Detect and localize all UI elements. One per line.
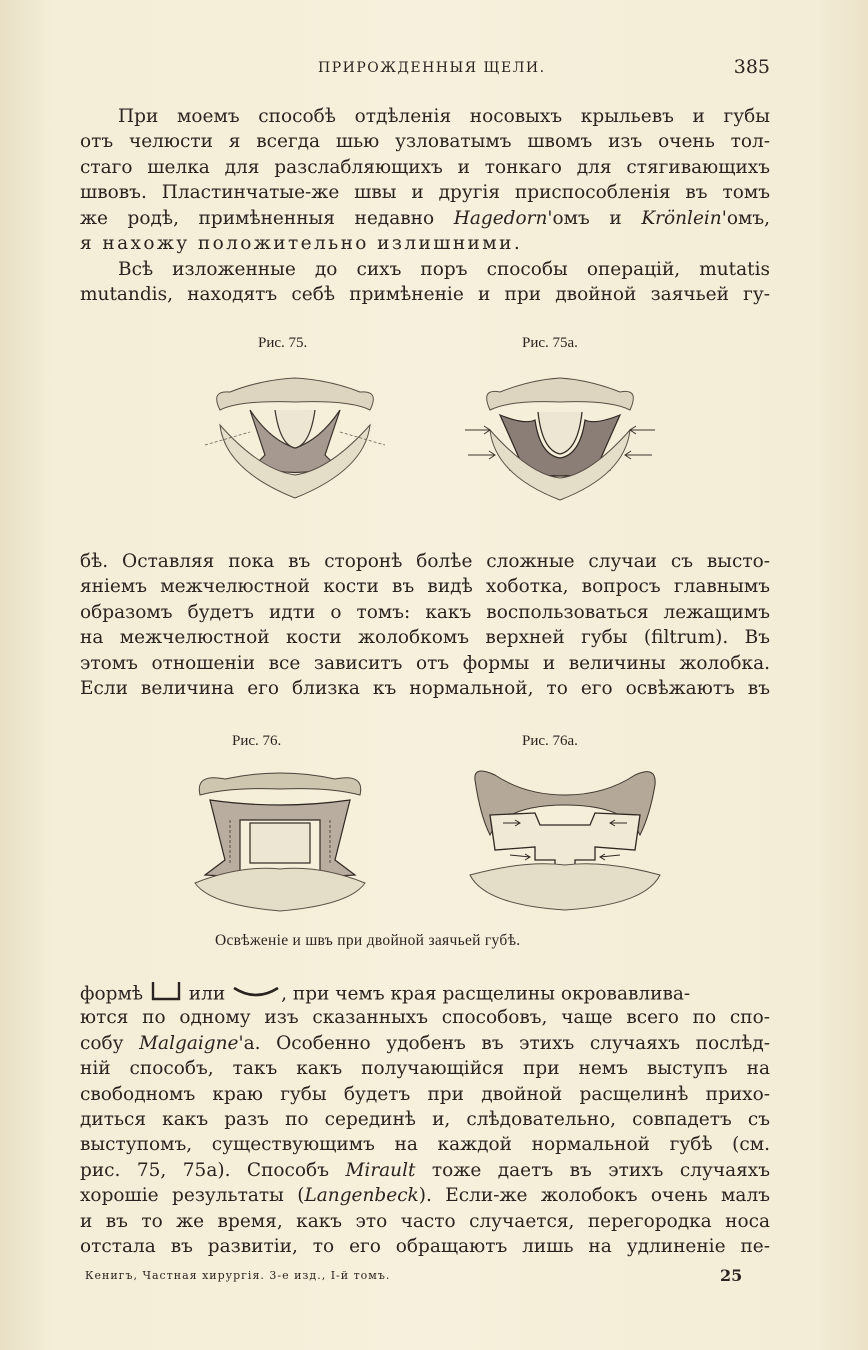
text-run: хорошіе результаты ( xyxy=(80,1185,305,1207)
text-run: же родѣ, примѣненныя недавно xyxy=(80,207,454,229)
text-line: стаго шелка для разслабляющихъ и тонкаго для стягивающихъ xyxy=(80,156,770,178)
author-name: Langenbeck xyxy=(304,1185,419,1207)
author-name: Malgaigne xyxy=(139,1032,239,1054)
text-line: Если величина его близка къ нормальной, то его освѣжаютъ въ xyxy=(80,677,770,699)
figure-75-illustration xyxy=(200,370,390,510)
figure-76a-illustration xyxy=(465,765,665,915)
text-line: образомъ будетъ идти о томъ: какъ воспользоваться лежащимъ xyxy=(80,601,770,623)
figure-76a-caption: Рис. 76а. xyxy=(522,733,578,749)
page-number: 385 xyxy=(733,56,770,78)
text-line: отъ челюсти я всегда шью узловатымъ швомъ изъ очень тол- xyxy=(80,131,770,153)
text-line: швовъ. Пластинчатые-же швы и другія приспособленія въ томъ xyxy=(80,182,770,204)
text-run: собу xyxy=(80,1032,140,1054)
text-run: рис. 75, 75а). Способъ xyxy=(80,1159,346,1181)
text-line: свободномъ краю губы будетъ при двойной расщелинѣ прихо- xyxy=(80,1083,770,1105)
text-line: яніемъ межчелюстной кости въ видѣ хоботка, вопросъ главнымъ xyxy=(80,576,770,598)
text-run: 'омъ, xyxy=(721,207,770,229)
text-line xyxy=(80,1158,770,1183)
text-run: ). Если-же жолобокъ очень малъ xyxy=(418,1185,770,1207)
running-title: ПРИРОЖДЕННЫЯ ЩЕЛИ. xyxy=(318,60,546,76)
text-line: на межчелюстной кости жолобкомъ верхней губы (filtrum). Въ xyxy=(80,627,770,649)
signature-mark: 25 xyxy=(720,1266,743,1285)
text-run: , при чемъ края расщелины окровавлива- xyxy=(281,983,691,1005)
paragraph-1 xyxy=(80,104,770,256)
text-line: и въ то же время, какъ это часто случается, перегородка носа xyxy=(80,1210,770,1232)
figure-75a-illustration xyxy=(460,370,660,510)
paragraph-3 xyxy=(80,549,770,701)
text-line: отстала въ развитіи, то его обращаютъ лишь на удлиненіе пе- xyxy=(80,1235,770,1257)
text-line: mutandis, находятъ себѣ примѣненіе и при двойной заячьей гу- xyxy=(80,284,770,306)
text-run: формѣ xyxy=(80,983,144,1005)
text-line xyxy=(80,1031,770,1056)
figure-75a-caption: Рис. 75а. xyxy=(522,335,578,351)
text-line: ній способъ, такъ какъ получающійся при немъ выступъ на xyxy=(80,1058,770,1080)
figure-76-caption: Рис. 76. xyxy=(232,733,282,749)
text-line: выступомъ, существующимъ на каждой нормальной губѣ (см. xyxy=(80,1134,770,1156)
text-line: диться какъ разъ по серединѣ и, слѣдовательно, совпадетъ съ xyxy=(80,1108,770,1130)
text-line: Всѣ изложенные до сихъ поръ способы операцій, mutatis xyxy=(118,259,770,280)
text-run: или xyxy=(188,983,226,1005)
paragraph-2 xyxy=(80,257,770,308)
text-line: При моемъ способѣ отдѣленія носовыхъ крыльевъ и губы xyxy=(118,106,770,127)
text-line xyxy=(80,1183,770,1208)
author-name: Mirault xyxy=(345,1159,416,1181)
text-line: ются по одному изъ сказанныхъ способовъ, чаще всего по спо- xyxy=(80,1007,770,1029)
figure-76-illustration xyxy=(180,765,380,915)
text-line xyxy=(80,980,770,1005)
source-citation: Кенигъ, Частная хирургія. 3-е изд., I-й томъ. xyxy=(85,1269,391,1282)
figure-75-caption: Рис. 75. xyxy=(258,335,308,351)
author-name: Krönlein xyxy=(641,207,722,229)
curve-shape-icon xyxy=(231,982,281,1007)
text-line: я нахожу положительно излишними. xyxy=(80,232,523,254)
text-run: тоже даетъ въ этихъ случаяхъ xyxy=(415,1159,770,1181)
text-line xyxy=(80,206,770,231)
running-header xyxy=(80,58,770,82)
text-line: бѣ. Оставляя пока въ сторонѣ болѣе сложные случаи съ высто- xyxy=(80,551,770,572)
text-run: 'а. Особенно удобенъ въ этихъ случаяхъ послѣд- xyxy=(238,1032,770,1054)
author-name: Hagedorn xyxy=(453,207,548,229)
text-run: 'омъ и xyxy=(547,207,642,229)
page-footer xyxy=(80,1266,770,1288)
text-line: этомъ отношеніи все зависитъ отъ формы и величины жолобка. xyxy=(80,652,770,674)
paragraph-4 xyxy=(80,980,770,1259)
figure-group-caption: Освѣженіе и швъ при двойной заячьей губѣ. xyxy=(215,932,521,949)
